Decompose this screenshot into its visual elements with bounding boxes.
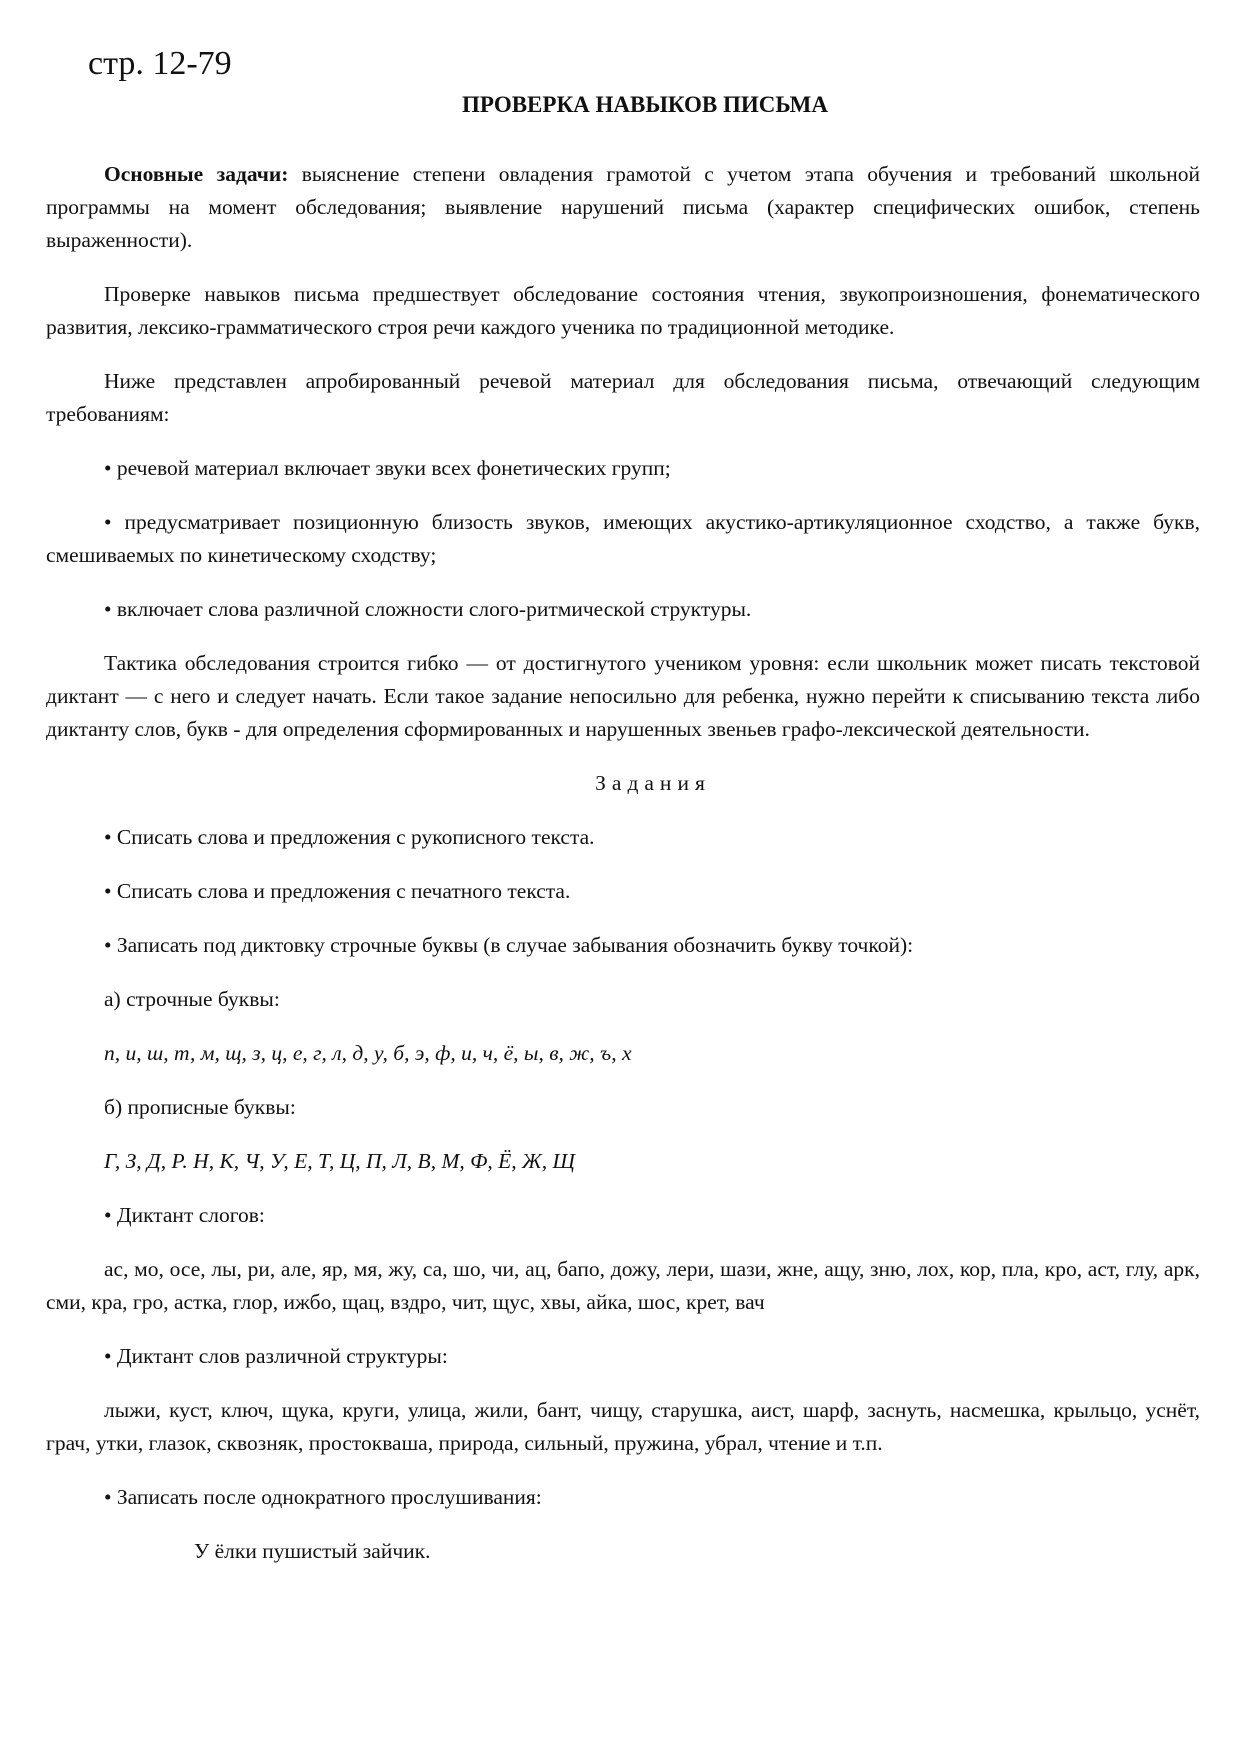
uppercase-letters-list: Г, З, Д, Р. Н, К, Ч, У, Е, Т, Ц, П, Л, В, М, Ф, Ё, Ж, Щ [104, 1149, 575, 1173]
paragraph-material-intro: Ниже представлен апробированный речевой материал для обследования письма, отвечающий следующим требованиям: [46, 369, 1200, 426]
words-list: лыжи, куст, ключ, щука, круги, улица, жили, бант, чищу, старушка, аист, шарф, заснуть, насмешка, крыльцо, уснёт, грач, утки, глазок, сквозняк, простокваша, природа, сильный, пружина, убрал, чтение и т.п. [46, 1398, 1200, 1455]
paragraph-tactics: Тактика обследования строится гибко — от достигнутого учеником уровня: если школьник может писать текстовой диктант — с него и следует начать. Если такое задание непосильно для ребенка, нужно перейти к списыванию текста либо диктанту слов, букв - для определения сформированных и нарушенных звеньев графо-лексической деятельности. [46, 651, 1200, 741]
requirement-item-2: • предусматривает позиционную близость звуков, имеющих акустико-артикуляционное сходство, а также букв, смешиваемых по кинетическому сходству; [46, 510, 1200, 567]
page-reference: стр. 12-79 [88, 45, 232, 82]
listening-example-sentence: У ёлки пушистый зайчик. [194, 1539, 431, 1563]
task-item-dictation-letters: • Записать под диктовку строчные буквы (в случае забывания обозначить букву точкой): [104, 933, 914, 957]
uppercase-letters-label: б) прописные буквы: [104, 1095, 296, 1119]
syllables-list: ас, мо, осе, лы, ри, але, яр, мя, жу, са, шо, чи, ац, бапо, дожу, лери, шази, жне, ащу, зню, лох, кор, пла, кро, аст, глу, арк, сми, кра, гро, астка, глор, ижбо, щац, вздро, чит, щус, хвы, айка, шос, крет, вач [46, 1257, 1200, 1314]
intro-label: Основные задачи: [104, 162, 289, 186]
lowercase-letters-list: п, и, ш, т, м, щ, з, ц, е, г, л, д, у, б, э, ф, и, ч, ё, ы, в, ж, ъ, х [104, 1041, 632, 1065]
lowercase-letters-label: а) строчные буквы: [104, 987, 280, 1011]
task-item-words: • Диктант слов различной структуры: [104, 1344, 448, 1368]
intro-paragraph [46, 158, 1200, 257]
document-body [46, 158, 1200, 1589]
tasks-heading: Задания [595, 771, 711, 795]
task-item-listening: • Записать после однократного прослушивания: [104, 1485, 542, 1509]
requirement-item-3: • включает слова различной сложности слого-ритмической структуры. [104, 597, 752, 621]
paragraph-preliminary-exam: Проверке навыков письма предшествует обследование состояния чтения, звукопроизношения, фонематического развития, лексико-грамматического строя речи каждого ученика по традиционной методике. [46, 282, 1200, 339]
task-item-printed: • Списать слова и предложения с печатного текста. [104, 879, 571, 903]
document-title: ПРОВЕРКА НАВЫКОВ ПИСЬМА [462, 92, 828, 117]
task-item-syllables: • Диктант слогов: [104, 1203, 265, 1227]
requirement-item-1: • речевой материал включает звуки всех фонетических групп; [104, 456, 671, 480]
task-item-handwritten: • Списать слова и предложения с рукописного текста. [104, 825, 595, 849]
intro-text: выяснение степени овладения грамотой с учетом этапа обучения и требований школьной программы на момент обследования; выявление нарушений письма (характер специфических ошибок, степень выраженности). [46, 162, 1200, 252]
